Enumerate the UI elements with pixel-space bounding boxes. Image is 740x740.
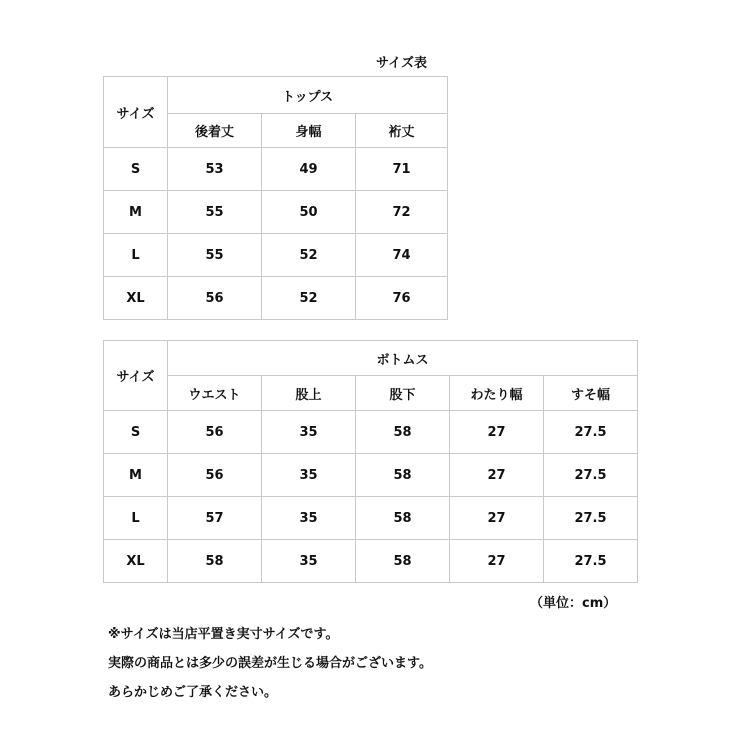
value-cell: 56 [168,454,262,497]
tops-col-header: 身幅 [262,114,356,148]
table-row [104,234,448,277]
value-cell: 71 [356,148,448,191]
value-cell: 56 [168,277,262,320]
value-cell: 27 [450,411,544,454]
value-cell: 27.5 [544,497,638,540]
value-cell: 27 [450,497,544,540]
table-row [104,540,638,583]
value-cell: 58 [356,454,450,497]
size-cell: S [104,411,168,454]
table-row [104,411,638,454]
size-cell: M [104,191,168,234]
value-cell: 27 [450,540,544,583]
value-cell: 74 [356,234,448,277]
value-cell: 27.5 [544,454,638,497]
value-cell: 27 [450,454,544,497]
value-cell: 76 [356,277,448,320]
note-line: 実際の商品とは多少の誤差が生じる場合がございます。 [108,656,432,671]
tops-col-header: 後着丈 [168,114,262,148]
bottoms-col-header: ウエスト [168,376,262,411]
value-cell: 35 [262,540,356,583]
table-row [104,454,638,497]
bottoms-col-header: すそ幅 [544,376,638,411]
value-cell: 49 [262,148,356,191]
value-cell: 58 [356,497,450,540]
size-cell: S [104,148,168,191]
value-cell: 58 [356,411,450,454]
value-cell: 35 [262,454,356,497]
size-cell: L [104,234,168,277]
unit-label: （単位：cm） [530,596,617,611]
value-cell: 58 [168,540,262,583]
table-row [104,497,638,540]
value-cell: 52 [262,277,356,320]
tops-size-header: サイズ [104,77,168,148]
bottoms-size-header: サイズ [104,341,168,411]
value-cell: 50 [262,191,356,234]
size-cell: M [104,454,168,497]
bottoms-group-header: ボトムス [168,341,638,376]
size-cell: XL [104,540,168,583]
size-cell: L [104,497,168,540]
value-cell: 27.5 [544,411,638,454]
bottoms-col-header: 股下 [356,376,450,411]
value-cell: 58 [356,540,450,583]
tops-group-header: トップス [168,77,448,114]
value-cell: 52 [262,234,356,277]
value-cell: 55 [168,234,262,277]
value-cell: 72 [356,191,448,234]
size-cell: XL [104,277,168,320]
tops-size-table [103,76,448,320]
value-cell: 53 [168,148,262,191]
note-line: あらかじめご了承ください。 [108,685,278,700]
bottoms-col-header: わたり幅 [450,376,544,411]
value-cell: 55 [168,191,262,234]
table-row [104,191,448,234]
value-cell: 35 [262,411,356,454]
tops-col-header: 裄丈 [356,114,448,148]
note-line: ※サイズは当店平置き実寸サイズです。 [108,627,339,642]
value-cell: 35 [262,497,356,540]
value-cell: 27.5 [544,540,638,583]
chart-title: サイズ表 [376,56,427,71]
bottoms-size-table [103,340,638,583]
table-row [104,148,448,191]
table-row [104,277,448,320]
value-cell: 57 [168,497,262,540]
bottoms-col-header: 股上 [262,376,356,411]
value-cell: 56 [168,411,262,454]
